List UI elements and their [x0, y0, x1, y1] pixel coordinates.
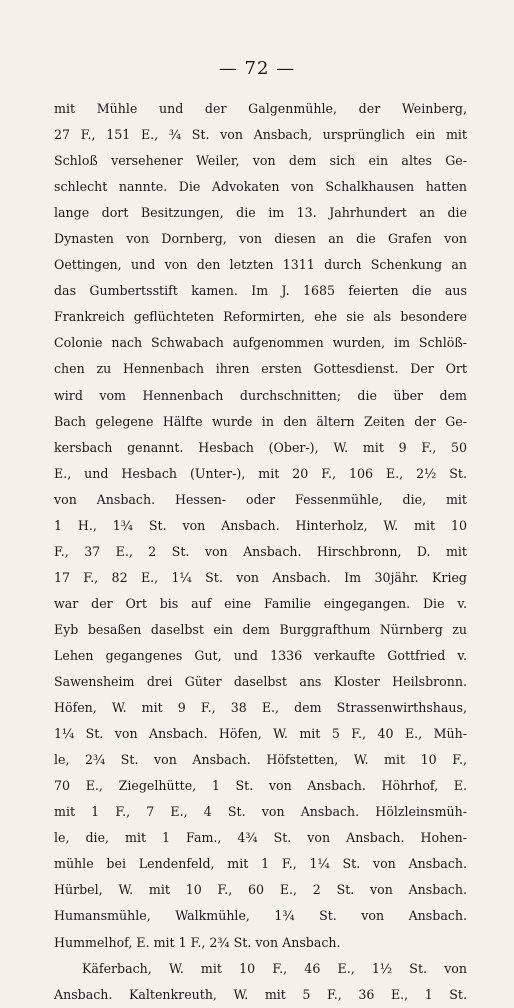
text-line: Bach gelegene Hälfte wurde in den ältern Zeiten der Ge- [54, 413, 467, 429]
text-line: Lehen gegangenes Gut, und 1336 verkaufte Gottfried v. [54, 647, 467, 663]
text-line: mühle bei Lendenfeld, mit 1 F., 1¼ St. von Ansbach. [54, 856, 467, 872]
text-line: 70 E., Ziegelhütte, 1 St. von Ansbach. Höhrhof, E. [54, 778, 467, 794]
text-line: F., 37 E., 2 St. von Ansbach. Hirschbronn, D. mit [54, 543, 467, 559]
text-line: 27 F., 151 E., ¾ St. von Ansbach, ursprünglich ein mit [54, 127, 467, 143]
text-line: Sawensheim drei Güter daselbst ans Kloster Heilsbronn. [54, 674, 467, 690]
text-line: mit 1 F., 7 E., 4 St. von Ansbach. Hölzleinsmüh- [54, 804, 467, 820]
body-text [54, 96, 467, 1008]
text-line: Schloß versehener Weiler, von dem sich ein altes Ge- [54, 153, 467, 169]
text-line: das Gumbertsstift kamen. Im J. 1685 feierten die aus [54, 283, 467, 299]
text-line: Höfen, W. mit 9 F., 38 E., dem Strassenwirthshaus, [54, 700, 467, 716]
text-line: mit Mühle und der Galgenmühle, der Weinberg, [54, 101, 467, 116]
text-line: Frankreich geflüchteten Reformirten, ehe sie als besondere [54, 309, 467, 325]
text-line: chen zu Hennenbach ihren ersten Gottesdienst. Der Ort [54, 361, 467, 377]
text-line: 17 F., 82 E., 1¼ St. von Ansbach. Im 30jähr. Krieg [54, 569, 467, 585]
text-line: von Ansbach. Hessen- oder Fessenmühle, die, mit [54, 491, 467, 507]
text-line: Hürbel, W. mit 10 F., 60 E., 2 St. von Ansbach. [54, 882, 467, 898]
text-line: war der Ort bis auf eine Familie eingegangen. Die v. [54, 595, 467, 611]
page-number: — 72 — [218, 58, 296, 79]
text-line: 1 H., 1¾ St. von Ansbach. Hinterholz, W. mit 10 [54, 517, 467, 533]
text-line: le, die, mit 1 Fam., 4¾ St. von Ansbach. Hohen- [54, 830, 467, 846]
text-line: kersbach genannt. Hesbach (Ober-), W. mit 9 F., 50 [54, 439, 467, 455]
text-line: Dynasten von Dornberg, von diesen an die Grafen von [54, 231, 467, 247]
text-line: Hummelhof, E. mit 1 F., 2¾ St. von Ansbach. [54, 934, 341, 950]
text-line: lange dort Besitzungen, die im 13. Jahrhundert an die [54, 205, 467, 221]
text-line: le, 2¾ St. von Ansbach. Höfstetten, W. mit 10 F., [54, 752, 467, 768]
text-line: Käferbach, W. mit 10 F., 46 E., 1½ St. von [82, 960, 467, 976]
text-line: E., und Hesbach (Unter-), mit 20 F., 106 E., 2½ St. [54, 465, 467, 481]
text-line: wird vom Hennenbach durchschnitten; die über dem [54, 387, 467, 403]
text-line: Humansmühle, Walkmühle, 1¾ St. von Ansbach. [54, 908, 467, 924]
text-line: 1¼ St. von Ansbach. Höfen, W. mit 5 F., 40 E., Müh- [54, 726, 467, 742]
text-line: Oettingen, und von den letzten 1311 durch Schenkung an [54, 257, 467, 273]
text-line: schlecht nannte. Die Advokaten von Schalkhausen hatten [54, 179, 467, 195]
text-line: Eyb besaßen daselbst ein dem Burggrafthum Nürnberg zu [54, 621, 467, 637]
text-line: Ansbach. Kaltenkreuth, W. mit 5 F., 36 E., 1 St. [54, 986, 467, 1002]
text-line: Colonie nach Schwabach aufgenommen wurden, im Schlöß- [54, 335, 467, 351]
